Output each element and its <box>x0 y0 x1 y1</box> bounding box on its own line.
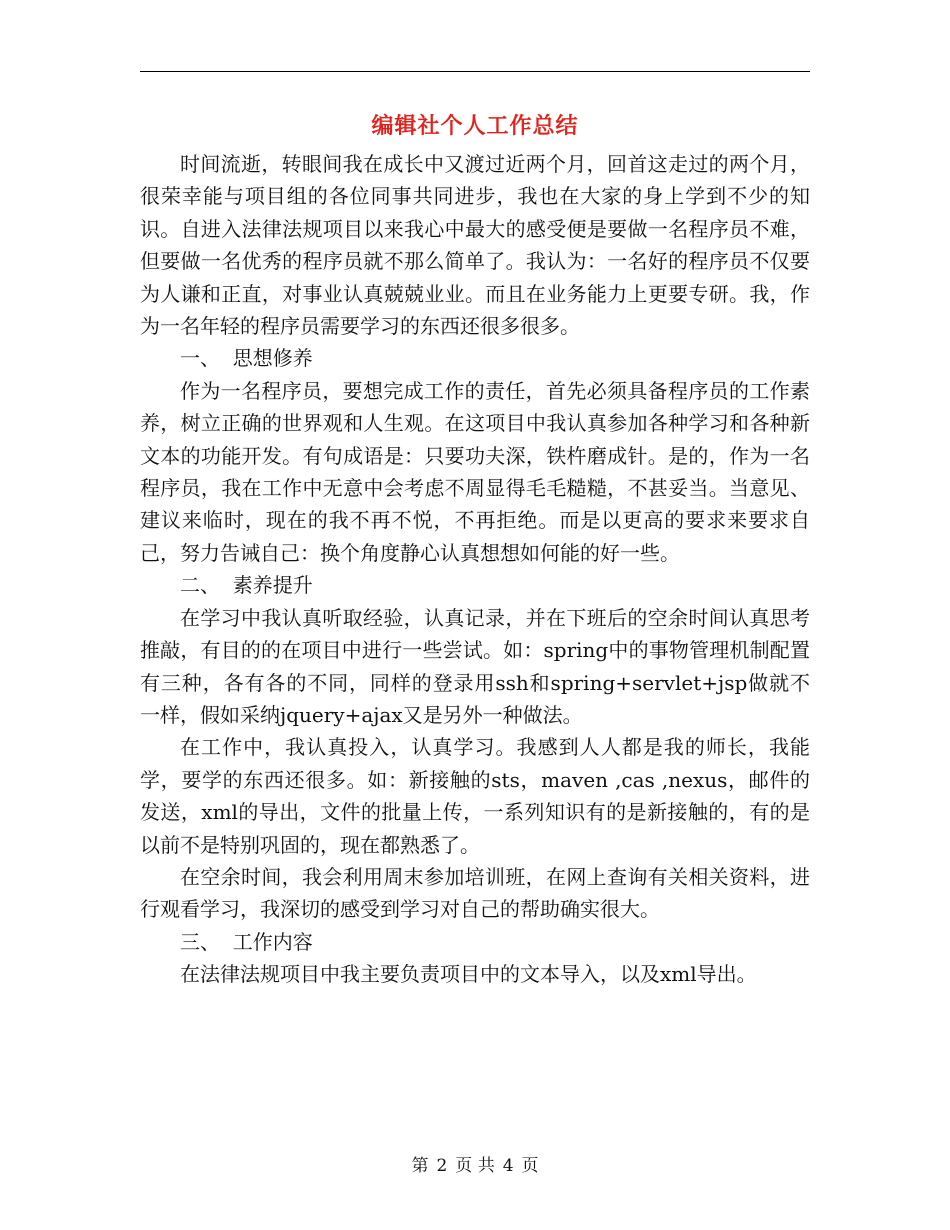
paragraph-section-2b: 在工作中，我认真投入，认真学习。我感到人人都是我的师长，我能学，要学的东西还很多。如：新接触的sts，maven ,cas ,nexus，邮件的发送，xml的导出，文件的批量上传，一系列知识有的是新接触的，有的是以前不是特别巩固的，现在都熟悉了。 <box>140 735 810 857</box>
header-rule <box>140 71 810 72</box>
page-label-mid: 页 共 <box>455 1156 495 1176</box>
section-heading-1: 一、 思想修养 <box>180 346 313 371</box>
paragraph-section-1: 作为一名程序员，要想完成工作的责任，首先必须具备程序员的工作素养，树立正确的世界观和人生观。在这项目中我认真参加各种学习和各种新文本的功能开发。有句成语是：只要功夫深，铁杵磨成针。是的，作为一名程序员，我在工作中无意中会考虑不周显得毛毛糙糙，不甚妥当。当意见、建议来临时，现在的我不再不悦，不再拒绝。而是以更高的要求来要求自己，努力告诫自己：换个角度静心认真想想如何能的好一些。 <box>140 378 810 565</box>
section-heading-3: 三、 工作内容 <box>180 929 313 954</box>
paragraph-section-3: 在法律法规项目中我主要负责项目中的文本导入，以及xml导出。 <box>180 962 757 987</box>
page-label-suffix: 页 <box>521 1156 539 1176</box>
document-body <box>140 148 810 991</box>
current-page-number: 2 <box>436 1156 448 1176</box>
section-heading-2: 二、 素养提升 <box>180 573 313 598</box>
page-footer <box>140 1154 810 1178</box>
paragraph-section-2c: 在空余时间，我会利用周末参加培训班，在网上查询有关相关资料，进行观看学习，我深切的感受到学习对自己的帮助确实很大。 <box>140 864 810 922</box>
document-title: 编辑社个人工作总结 <box>371 113 579 139</box>
paragraph-section-2a: 在学习中我认真听取经验，认真记录，并在下班后的空余时间认真思考推敲，有目的的在项目中进行一些尝试。如：spring中的事物管理机制配置有三种，各有各的不同，同样的登录用ssh和spring+servlet+jsp做就不一样，假如采纳jquery+ajax又是另外一种做法。 <box>140 605 810 727</box>
total-pages-number: 4 <box>502 1156 514 1176</box>
paragraph-intro: 时间流逝，转眼间我在成长中又渡过近两个月，回首这走过的两个月，很荣幸能与项目组的各位同事共同进步，我也在大家的身上学到不少的知识。自进入法律法规项目以来我心中最大的感受便是要做一名程序员不难，但要做一名优秀的程序员就不那么简单了。我认为：一名好的程序员不仅要为人谦和正直，对事业认真兢兢业业。而且在业务能力上更要专研。我，作为一名年轻的程序员需要学习的东西还很多很多。 <box>140 152 810 339</box>
page-label-prefix: 第 <box>411 1156 429 1176</box>
